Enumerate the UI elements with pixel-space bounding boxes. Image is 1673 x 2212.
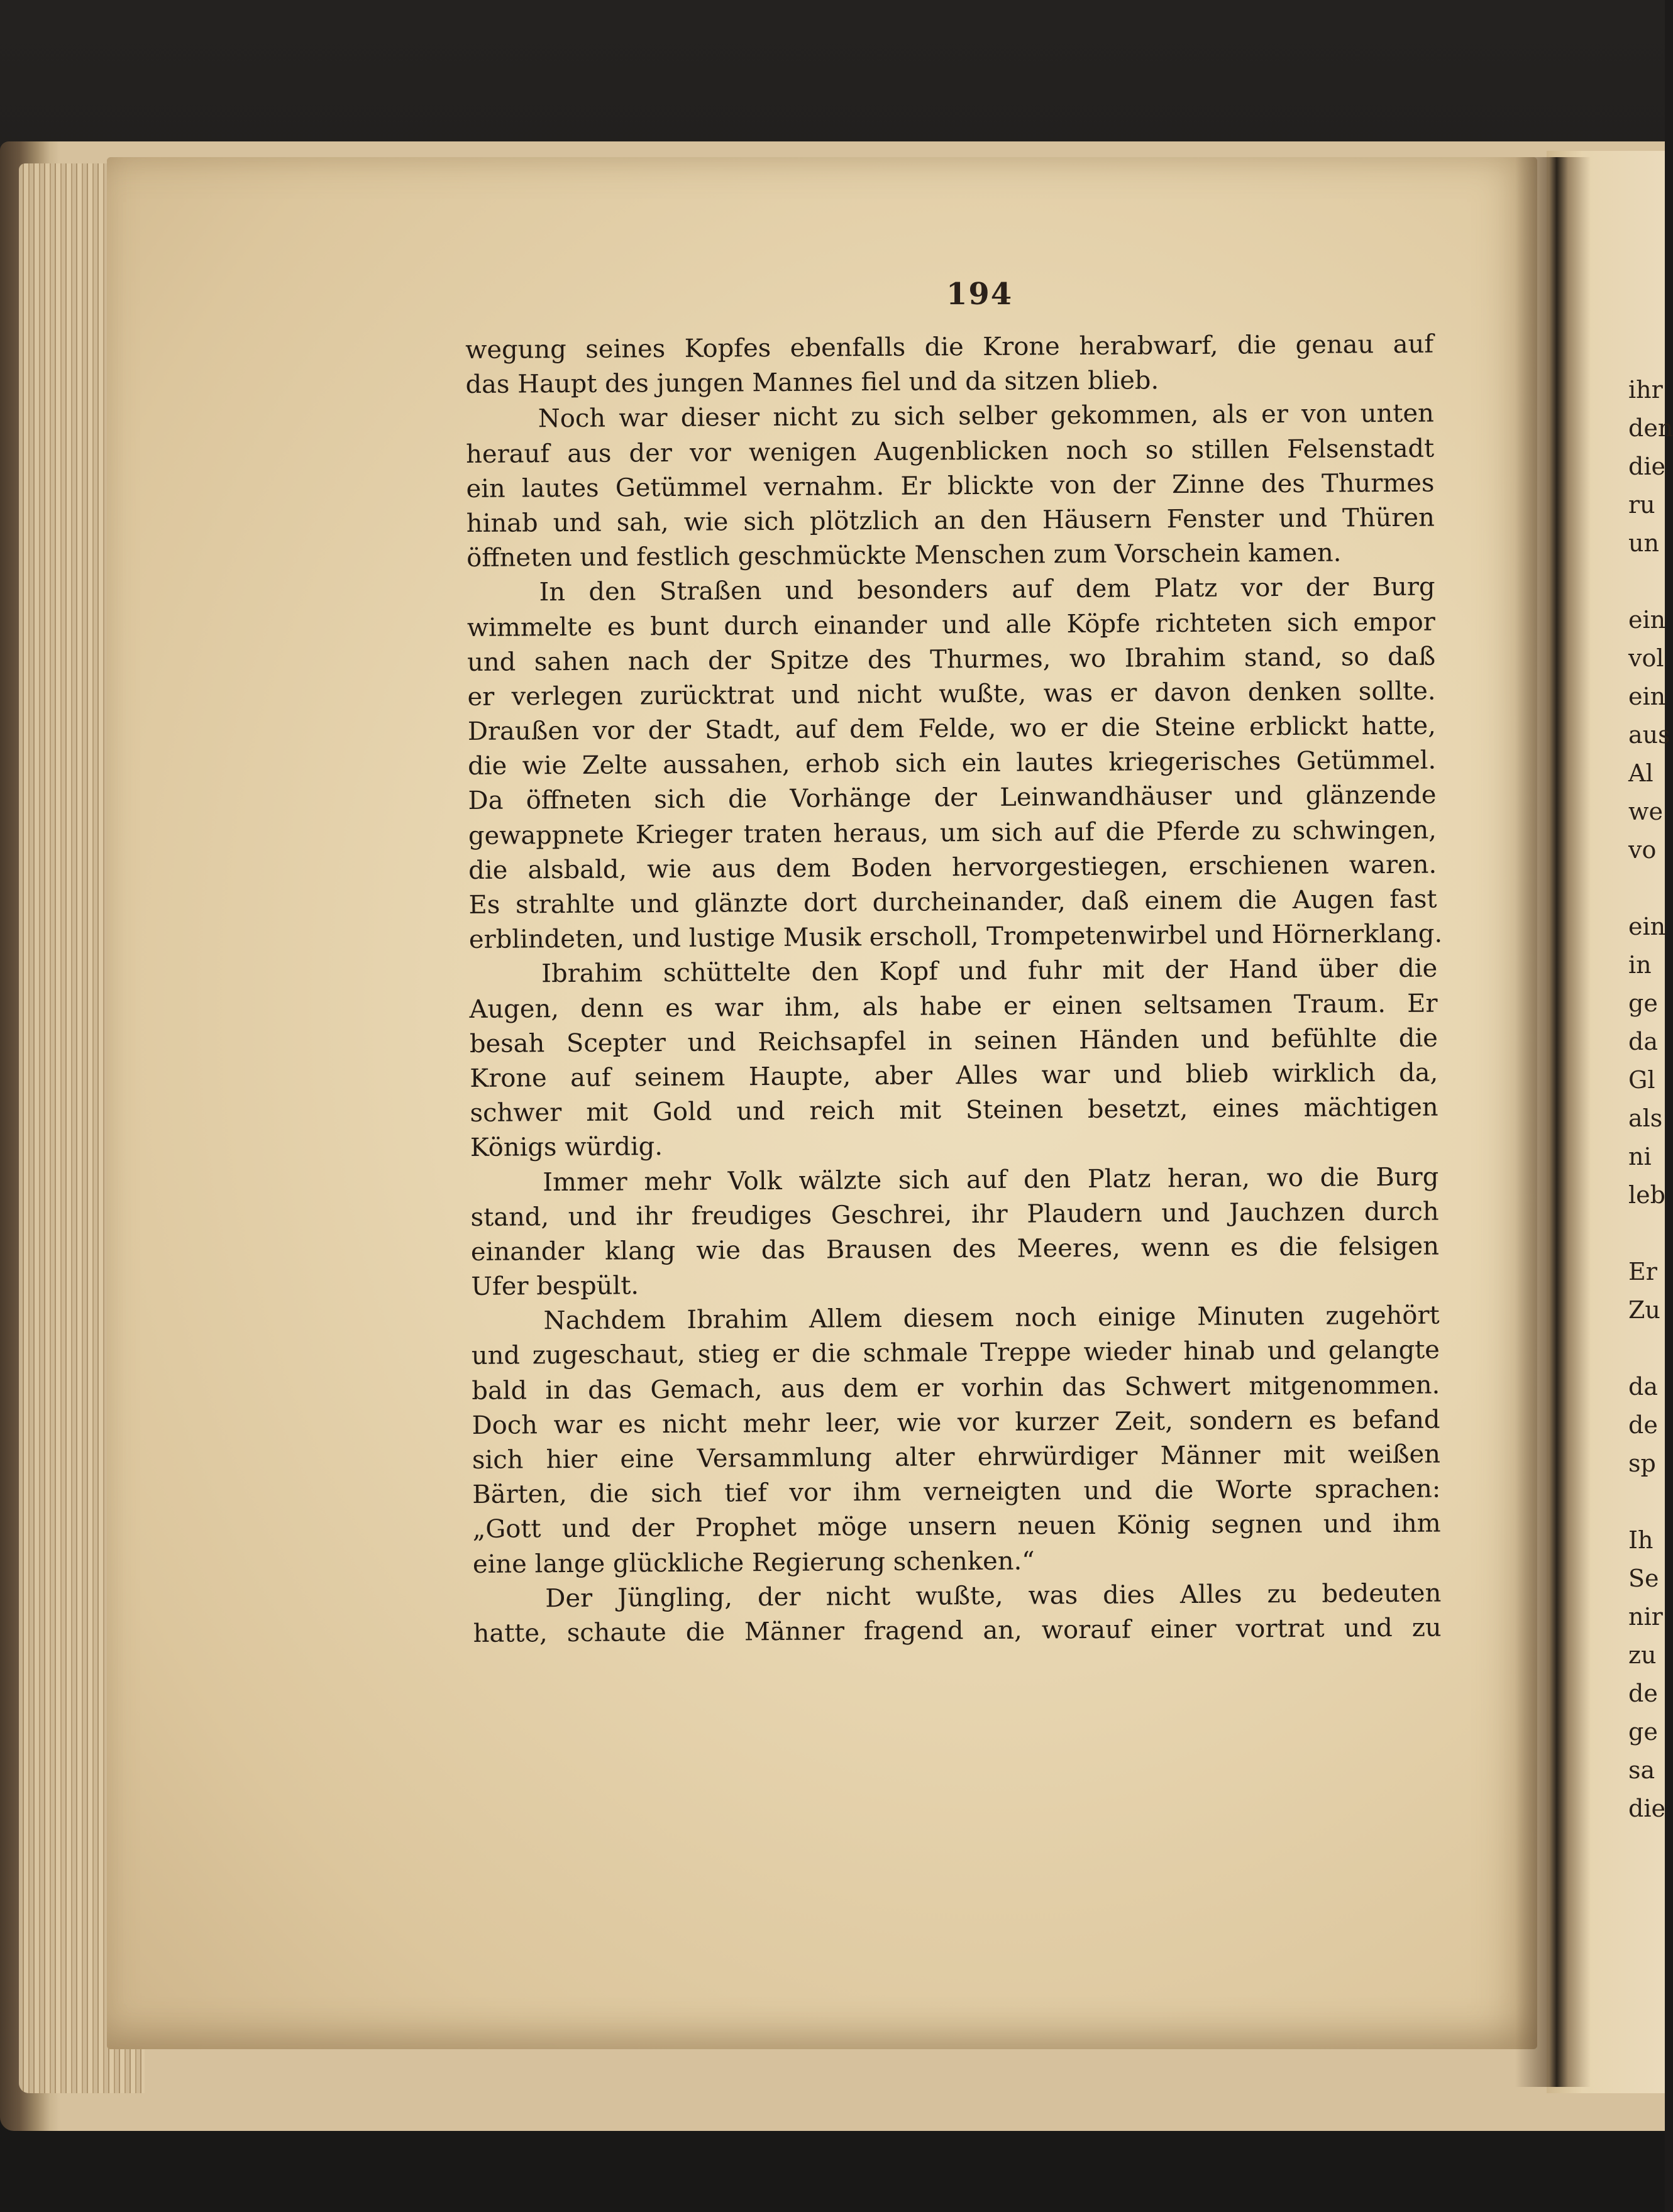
text-line: er verlegen zurücktrat und nicht wußte, was er davon denken sollte. bbox=[467, 676, 1436, 712]
right-page-text-fragments bbox=[1628, 371, 1673, 1828]
text-line: Noch war dieser nicht zu sich selber gekommen, als er von unten bbox=[538, 399, 1434, 434]
text-line: das Haupt des jungen Mannes fiel und da sitzen blieb. bbox=[465, 366, 1159, 400]
right-page-fragment: Ih bbox=[1628, 1526, 1654, 1554]
text-line: Doch war es nicht mehr leer, wie vor kurzer Zeit, sondern es befand bbox=[472, 1405, 1440, 1440]
text-line: erblindeten, und lustige Musik erscholl, Trompetenwirbel und Hörnerklang. bbox=[468, 919, 1443, 955]
text-line: wimmelte es bunt durch einander und alle Köpfe richteten sich empor bbox=[467, 607, 1435, 642]
right-page-fragment: zu bbox=[1628, 1641, 1657, 1669]
right-page-fragment: ihr bbox=[1628, 376, 1663, 404]
right-page-fragment: Gl bbox=[1628, 1066, 1655, 1094]
text-line: einander klang wie das Brausen des Meeres, wenn es die felsigen bbox=[470, 1231, 1440, 1267]
right-page-fragment: die bbox=[1628, 1795, 1665, 1822]
text-line: besah Scepter und Reichsapfel in seinen Händen und befühlte die bbox=[469, 1023, 1438, 1059]
right-page-fragment: ein bbox=[1628, 683, 1666, 710]
right-page-fragment: ge bbox=[1628, 1718, 1658, 1746]
right-page-fragment: ni bbox=[1628, 1143, 1652, 1170]
text-line: Der Jüngling, der nicht wußte, was dies Alles zu bedeuten bbox=[545, 1578, 1442, 1614]
text-line: die alsbald, wie aus dem Boden hervorgestiegen, erschienen waren. bbox=[468, 850, 1437, 885]
text-line: bald in das Gemach, aus dem er vorhin das Schwert mitgenommen. bbox=[472, 1370, 1440, 1406]
text-line: ein lautes Getümmel vernahm. Er blickte von der Zinne des Thurmes bbox=[466, 468, 1435, 503]
text-line: herauf aus der vor wenigen Augenblicken noch so stillen Felsenstadt bbox=[466, 434, 1435, 469]
text-line: Königs würdig. bbox=[470, 1132, 663, 1163]
text-line: Nachdem Ibrahim Allem diesem noch einige Minuten zugehört bbox=[543, 1301, 1440, 1336]
text-line: sich hier eine Versammlung alter ehrwürdiger Männer mit weißen bbox=[472, 1439, 1441, 1475]
text-line: Es strahlte und glänzte dort durcheinander, daß einem die Augen fast bbox=[468, 884, 1437, 920]
page-text-block bbox=[465, 327, 1442, 1651]
right-page-fragment: vol bbox=[1628, 644, 1664, 672]
right-page-fragment: de bbox=[1628, 1411, 1658, 1439]
text-line: Bärten, die sich tief vor ihm verneigten und die Worte sprachen: bbox=[472, 1474, 1441, 1510]
text-line: gewappnete Krieger traten heraus, um sich auf die Pferde zu schwingen, bbox=[468, 815, 1437, 850]
right-page-fragment: sa bbox=[1628, 1756, 1655, 1784]
right-page-fragment: Zu bbox=[1628, 1296, 1660, 1324]
right-page-fragment: aus bbox=[1628, 721, 1670, 749]
right-page-fragment: vo bbox=[1628, 836, 1657, 864]
book-gutter bbox=[1515, 157, 1591, 2087]
right-page-fragment: die bbox=[1628, 453, 1665, 480]
text-line: „Gott und der Prophet möge unsern neuen König segnen und ihm bbox=[472, 1509, 1441, 1544]
right-page-fragment: in bbox=[1628, 951, 1652, 979]
text-line: öffneten und festlich geschmückte Menschen zum Vorschein kamen. bbox=[467, 538, 1342, 573]
text-line: Da öffneten sich die Vorhänge der Leinwandhäuser und glänzende bbox=[468, 781, 1437, 816]
right-page-fragment: leb bbox=[1628, 1181, 1665, 1209]
page-number: 194 bbox=[946, 277, 1013, 312]
right-page-fragment: ge bbox=[1628, 989, 1658, 1017]
right-page-fragment: Er bbox=[1628, 1258, 1657, 1285]
text-line: Draußen vor der Stadt, auf dem Felde, wo er die Steine erblickt hatte, bbox=[467, 711, 1436, 747]
text-line: hinab und sah, wie sich plötzlich an den Häusern Fenster und Thüren bbox=[466, 503, 1435, 538]
right-page-fragment: als bbox=[1628, 1104, 1663, 1132]
text-line: Augen, denn es war ihm, als habe er einen seltsamen Traum. Er bbox=[469, 989, 1438, 1024]
right-page-fragment: ein bbox=[1628, 913, 1666, 940]
text-line: wegung seines Kopfes ebenfalls die Krone herabwarf, die genau auf bbox=[465, 329, 1434, 365]
right-page-fragment: da bbox=[1628, 1373, 1658, 1400]
text-line: In den Straßen und besonders auf dem Platz vor der Burg bbox=[539, 572, 1435, 607]
text-line: eine lange glückliche Regierung schenken.“ bbox=[472, 1546, 1035, 1579]
right-page-fragment: Se bbox=[1628, 1565, 1659, 1592]
right-page-fragment: un bbox=[1628, 529, 1659, 557]
right-page-fragment: den bbox=[1628, 414, 1673, 442]
text-line: schwer mit Gold und reich mit Steinen besetzt, eines mächtigen bbox=[470, 1092, 1438, 1128]
right-page-fragment: sp bbox=[1628, 1450, 1656, 1477]
right-page-fragment: ru bbox=[1628, 491, 1655, 519]
text-line: und sahen nach der Spitze des Thurmes, wo Ibrahim stand, so daß bbox=[467, 642, 1436, 677]
right-page-fragment: we bbox=[1628, 798, 1664, 825]
text-line: stand, und ihr freudiges Geschrei, ihr Plaudern und Jauchzen durch bbox=[470, 1197, 1439, 1232]
right-page-fragment: nir bbox=[1628, 1603, 1663, 1631]
right-page-fragment: de bbox=[1628, 1680, 1658, 1707]
text-line: die wie Zelte aussahen, erhob sich ein lautes kriegerisches Getümmel. bbox=[468, 746, 1437, 781]
text-line: Immer mehr Volk wälzte sich auf den Platz heran, wo die Burg bbox=[543, 1162, 1439, 1197]
right-page-fragment: Al bbox=[1628, 759, 1654, 787]
right-page-fragment: da bbox=[1628, 1028, 1658, 1055]
right-page-fragment: ein bbox=[1628, 606, 1666, 634]
text-line: Ibrahim schüttelte den Kopf und fuhr mit der Hand über die bbox=[541, 954, 1438, 989]
text-line: und zugeschaut, stieg er die schmale Treppe wieder hinab und gelangte bbox=[471, 1336, 1440, 1371]
text-line: Ufer bespült. bbox=[471, 1271, 639, 1302]
text-line: Krone auf seinem Haupte, aber Alles war und blieb wirklich da, bbox=[470, 1058, 1438, 1093]
text-line: hatte, schaute die Männer fragend an, worauf einer vortrat und zu bbox=[473, 1613, 1442, 1648]
